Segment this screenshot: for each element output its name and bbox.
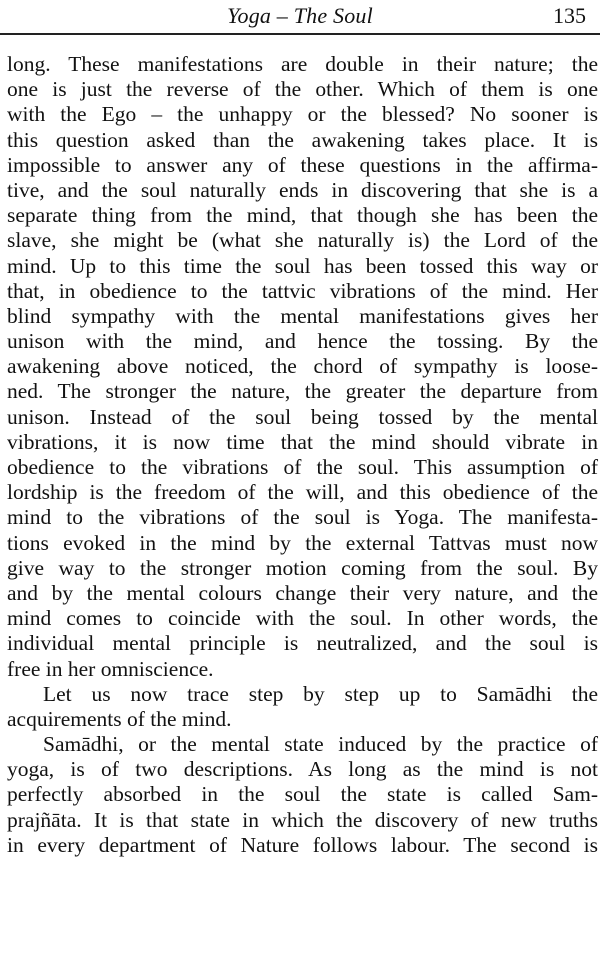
text-line: and by the mental colours change their very nature, and the: [7, 580, 598, 605]
text-line: lordship is the freedom of the will, and this obedience of the: [7, 480, 598, 505]
text-line: acquirements of the mind.: [7, 706, 232, 731]
text-line: that, in obedience to the tattvic vibrations of the mind. Her: [7, 278, 598, 303]
header-rule: [0, 33, 600, 35]
text-line: yoga, is of two descriptions. As long as the mind is not: [7, 757, 598, 782]
text-line: this question asked than the awakening takes place. It is: [7, 127, 598, 152]
text-line: ned. The stronger the nature, the greater the departure from: [7, 379, 598, 404]
text-line: one is just the reverse of the other. Which of them is one: [7, 77, 598, 102]
text-line: Let us now trace step by step up to Samādhi the: [43, 681, 598, 706]
text-line: slave, she might be (what she naturally is) the Lord of the: [7, 228, 598, 253]
page-header: [0, 0, 600, 34]
body-text: [0, 52, 600, 858]
text-line: long. These manifestations are double in their nature; the: [7, 52, 598, 76]
text-line: in every department of Nature follows labour. The second is: [7, 832, 598, 857]
text-line: mind. Up to this time the soul has been tossed this way or: [7, 253, 598, 278]
text-line: awakening above noticed, the chord of sympathy is loose-: [7, 354, 598, 379]
text-line: obedience to the vibrations of the soul. This assumption of: [7, 455, 598, 479]
text-line: prajñāta. It is that state in which the discovery of new truths: [7, 807, 598, 832]
text-line: Samādhi, or the mental state induced by the practice of: [43, 732, 598, 757]
text-line: with the Ego – the unhappy or the blessed? No sooner is: [7, 102, 598, 127]
text-line: free in her omniscience.: [7, 656, 214, 681]
text-line: tive, and the soul naturally ends in discovering that she is a: [7, 177, 598, 202]
text-line: impossible to answer any of these questions in the affirma-: [7, 152, 598, 177]
text-line: tions evoked in the mind by the external Tattvas must now: [7, 530, 598, 555]
text-line: vibrations, it is now time that the mind should vibrate in: [7, 429, 598, 454]
text-line: mind to the vibrations of the soul is Yoga. The manifesta-: [7, 505, 598, 530]
page-number: 135: [553, 3, 586, 28]
running-title: Yoga – The Soul: [227, 3, 373, 28]
text-line: mind comes to coincide with the soul. In other words, the: [7, 606, 598, 631]
text-line: separate thing from the mind, that though she has been the: [7, 203, 598, 228]
text-line: individual mental principle is neutralized, and the soul is: [7, 631, 598, 656]
text-line: unison with the mind, and hence the tossing. By the: [7, 329, 598, 354]
text-line: unison. Instead of the soul being tossed by the mental: [7, 404, 598, 429]
text-line: give way to the stronger motion coming from the soul. By: [7, 555, 598, 580]
text-line: perfectly absorbed in the soul the state is called Sam-: [7, 782, 598, 807]
text-line: blind sympathy with the mental manifestations gives her: [7, 303, 598, 328]
